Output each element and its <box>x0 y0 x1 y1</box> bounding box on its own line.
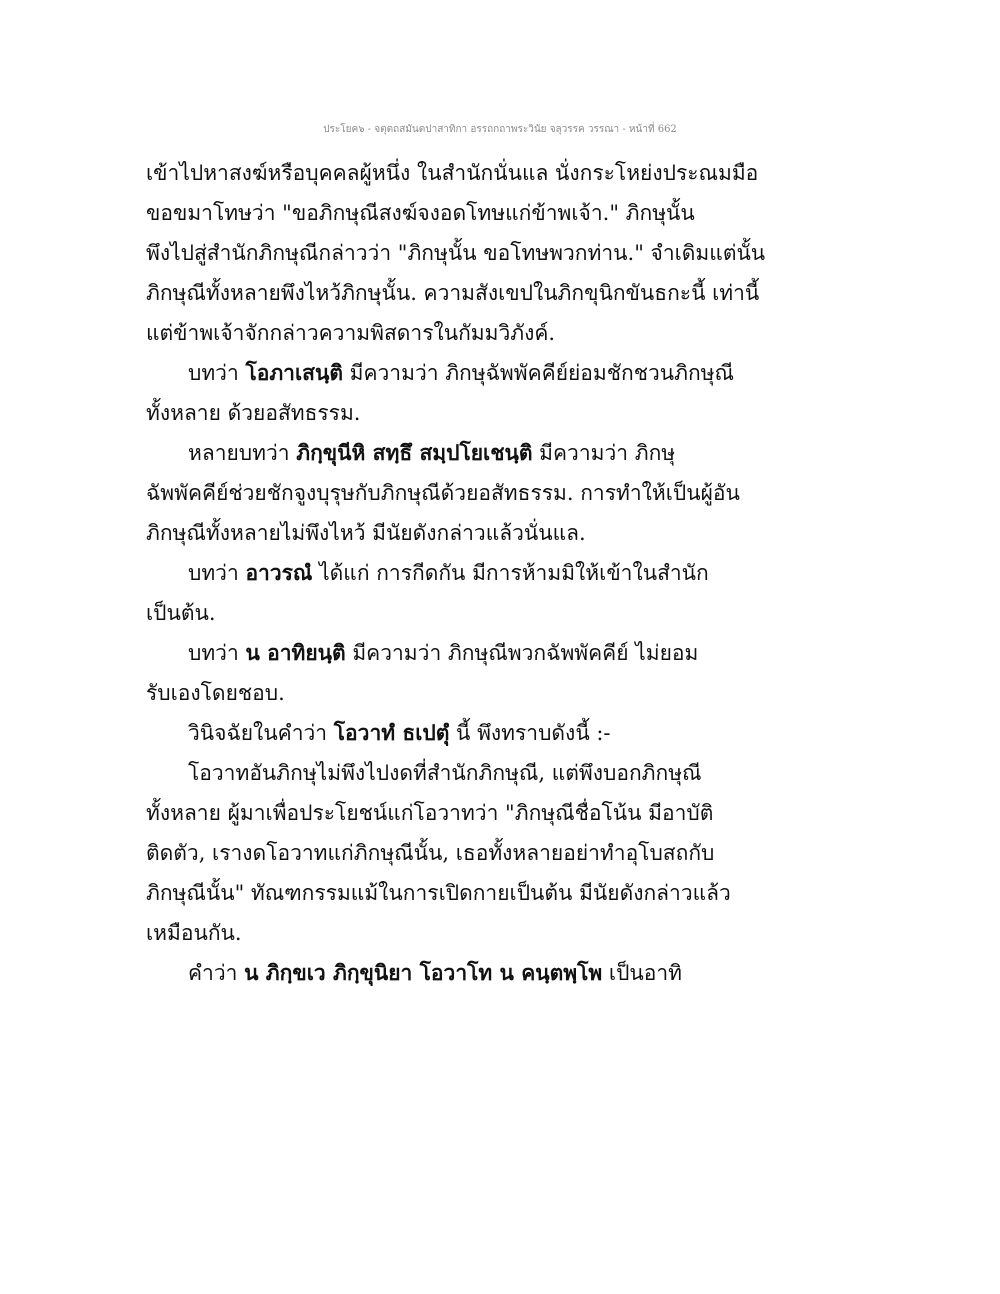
text-line <box>188 638 698 668</box>
text-segment: แต่ข้าพเจ้าจักกล่าวความพิสดารในกัมมวิภังค์. <box>146 321 556 345</box>
text-line <box>146 878 731 908</box>
text-line <box>146 398 360 428</box>
text-line <box>146 678 285 708</box>
text-line <box>146 478 740 508</box>
text-segment: ติดตัว, เรางดโอวาทแก่ภิกษุณีนั้น, เธอทั้งหลายอย่าทำอุโบสถกับ <box>146 841 715 865</box>
text-line <box>188 558 709 588</box>
text-segment: ขอขมาโทษว่า "ขอภิกษุณีสงฆ์จงอดโทษแก่ข้าพเจ้า." ภิกษุนั้น <box>146 201 695 225</box>
text-line <box>146 598 216 628</box>
text-segment: โอวาทอันภิกษุไม่พึงไปงดที่สำนักภิกษุณี, แต่พึงบอกภิกษุณี <box>188 761 702 785</box>
text-segment: รับเองโดยชอบ. <box>146 681 285 705</box>
pali-term: โอภาเสนฺติ <box>245 360 343 385</box>
pali-term: โอวาทํ ธเปตุํ <box>333 720 450 745</box>
page-header: ประโยค๖ - จตุตถสมันตปาสาทิกา อรรถกถาพระวินัย จลุวรรค วรรณา - หน้าที่ 662 <box>323 124 677 135</box>
text-line <box>146 918 242 948</box>
text-line <box>188 758 702 788</box>
text-segment: เป็นต้น. <box>146 601 216 625</box>
text-line <box>146 798 713 828</box>
text-segment: บทว่า <box>188 561 246 585</box>
text-segment: ภิกษุณีทั้งหลายไม่พึงไหว้ มีนัยดังกล่าวแล้วนั่นแล. <box>146 521 586 545</box>
text-segment: มีความว่า ภิกษุณีพวกฉัพพัคคีย์ ไม่ยอม <box>345 641 699 665</box>
text-line <box>146 518 586 548</box>
text-line <box>146 238 765 268</box>
pali-term: น ภิกฺขเว ภิกฺขุนิยา โอวาโท น คนฺตพฺโพ <box>244 960 603 985</box>
pali-term: น อาทิยนฺติ <box>245 640 346 665</box>
text-segment: บทว่า <box>188 361 246 385</box>
text-segment: มีความว่า ภิกษุฉัพพัคคีย์ย่อมชักชวนภิกษุณี <box>342 361 735 385</box>
text-segment: วินิจฉัยในคำว่า <box>188 721 334 745</box>
text-segment: ทั้งหลาย ด้วยอสัทธรรม. <box>146 401 361 425</box>
text-segment: ภิกษุณีนั้น" ทัณฑกรรมแม้ในการเปิดกายเป็นต้น มีนัยดังกล่าวแล้ว <box>146 881 731 905</box>
text-segment: พึงไปสู่สำนักภิกษุณีกล่าวว่า "ภิกษุนั้น ขอโทษพวกท่าน." จำเดิมแต่นั้น <box>146 241 766 265</box>
text-segment: ภิกษุณีทั้งหลายพึงไหว้ภิกษุนั้น. ความสังเขปในภิกขุนิกขันธกะนี้ เท่านี้ <box>146 281 760 305</box>
text-line <box>188 438 675 468</box>
text-segment: หลายบทว่า <box>188 441 297 465</box>
text-segment: ฉัพพัคคีย์ช่วยชักจูงบุรุษกับภิกษุณีด้วยอสัทธรรม. การทำให้เป็นผู้อัน <box>146 481 740 505</box>
text-line <box>146 318 555 348</box>
text-segment: เข้าไปหาสงฆ์หรือบุคคลผู้หนึ่ง ในสำนักนั่นแล นั่งกระโหย่งประณมมือ <box>146 161 759 185</box>
text-segment: ทั้งหลาย ผู้มาเพื่อประโยชน์แก่โอวาทว่า "ภิกษุณีชื่อโน้น มีอาบัติ <box>146 801 714 825</box>
text-line <box>188 958 682 988</box>
text-segment: คำว่า <box>188 961 245 985</box>
text-line <box>188 358 734 388</box>
text-segment: บทว่า <box>188 641 246 665</box>
text-line <box>146 278 759 308</box>
text-segment: ได้แก่ การกีดกัน มีการห้ามมิให้เข้าในสำนัก <box>312 561 709 585</box>
text-line <box>146 158 758 188</box>
text-line <box>188 718 611 748</box>
text-line <box>146 838 714 868</box>
text-segment: มีความว่า ภิกษุ <box>532 441 676 465</box>
text-segment: นี้ พึงทราบดังนี้ :- <box>449 721 611 745</box>
text-segment: เป็นอาทิ <box>602 961 683 985</box>
text-segment: เหมือนกัน. <box>146 921 242 945</box>
pali-term: ภิกฺขุนีหิ สทฺธึ สมฺปโยเชนฺติ <box>296 440 533 465</box>
text-line <box>146 198 695 228</box>
pali-term: อาวรณํ <box>245 560 313 585</box>
